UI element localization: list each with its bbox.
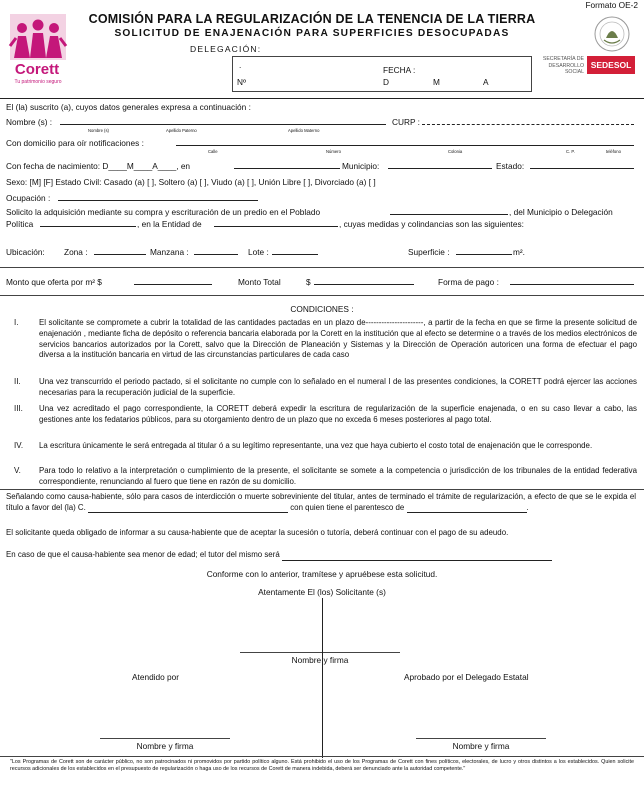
sublabel-apellido-paterno: Apellido Paterno <box>166 128 197 133</box>
superficie-unit: m². <box>513 247 525 257</box>
curp-field[interactable] <box>422 124 634 125</box>
condicion-item <box>7 377 637 399</box>
intro-text: El (la) suscrito (a), cuyos datos generales expresa a continuación : <box>6 102 251 112</box>
folio-dot: . <box>239 60 242 70</box>
condicion-text: Para todo lo relativo a la interpretación o cumplimiento de la presente, el solicitante se somete a la competencia o jurisdicción de los tribunales de la entidad federativa correspondiente, renunciando al fuero que tiene en razón de su domicilio. <box>39 466 637 486</box>
monto-label: Monto que oferta por m² $ <box>6 277 102 287</box>
lugar-nacimiento-field[interactable] <box>234 161 340 169</box>
parentesco-field[interactable] <box>407 505 527 513</box>
condicion-item <box>7 318 637 372</box>
logo-name: Corett <box>14 61 60 78</box>
condicion-item <box>7 404 637 436</box>
municipio-label: Municipio: <box>342 161 380 171</box>
sexo-estado-civil[interactable]: Sexo: [M] [F] Estado Civil: Casado (a) [ ], Soltero (a) [ ], Viudo (a) [ ], Unión Libre [ ], Divorciado (a) [ ] <box>6 177 376 187</box>
fecha-year: A <box>483 77 489 87</box>
monto-field[interactable] <box>134 277 212 285</box>
condicion-num: IV. <box>14 441 24 450</box>
divider <box>0 489 644 490</box>
entidad-field[interactable] <box>214 219 338 227</box>
ubicacion-label: Ubicación: <box>6 247 45 257</box>
page-title: COMISIÓN PARA LA REGULARIZACIÓN DE LA TENENCIA DE LA TIERRA <box>88 12 536 26</box>
sublabel-cp: C. P. <box>566 149 575 154</box>
forma-pago-field[interactable] <box>510 277 634 285</box>
aprobado-signature-line[interactable] <box>416 738 546 739</box>
fecha-label: FECHA : <box>383 65 416 75</box>
condicion-item <box>7 441 637 463</box>
monto-total-field[interactable] <box>314 277 414 285</box>
sublabel-calle: Calle <box>208 149 218 154</box>
estado-field[interactable] <box>530 161 634 169</box>
folio-no-label: Nº <box>237 77 247 87</box>
causa-text-3: En caso de que el causa-habiente sea menor de edad; el tutor del mismo será <box>6 550 280 559</box>
solicita-line-2c: , cuyas medidas y colindancias son las siguientes: <box>339 219 524 229</box>
divider <box>0 295 644 296</box>
divider <box>0 98 644 99</box>
solicita-line-1: Solicito la adquisición mediante su compra y escrituración de un predio en el Poblado <box>6 207 321 217</box>
causa-paragraph-3 <box>6 550 636 561</box>
sublabel-apellido-materno: Apellido Materno <box>288 128 320 133</box>
aprobado-label: Aprobado por el Delegado Estatal <box>404 672 529 682</box>
monto-total-label: Monto Total <box>238 277 281 287</box>
monto-total-currency: $ <box>306 277 311 287</box>
causa-paragraph-1: Señalando como causa-habiente, sólo para casos de interdicción o muerte sobreviniente del titular, antes de terminado el trámite de regularización, a efecto de que se le expida el título a favor del (la) C. con quien tiene el parentesco de . <box>6 492 636 512</box>
sublabel-numero: Número <box>326 149 341 154</box>
folio-box[interactable] <box>232 56 532 92</box>
conforme-text: Conforme con lo anterior, tramítese y apruébese esta solicitud. <box>206 569 438 579</box>
nacimiento-label: Con fecha de nacimiento: D____M____A____, en <box>6 161 191 171</box>
sedesol-text: SECRETARÍA DE DESARROLLO SOCIAL <box>542 56 584 75</box>
fecha-month: M <box>433 77 440 87</box>
causa-text-1a: Señalando como causa-habiente, sólo para casos de interdicción o muerte sobreviniente del titular, antes de terminado el trámite de regularización, a efecto de que se le expida el título a favor del (la) C. <box>6 492 636 512</box>
atendido-signature-line[interactable] <box>100 738 230 739</box>
ocupacion-label: Ocupación : <box>6 193 51 203</box>
causa-paragraph-2: El solicitante queda obligado de informar a su causa-habiente que de aceptar la sucesión o tutoría, deberá continuar con el pago de su adeudo. <box>6 528 509 537</box>
footer-disclaimer: "Los Programas de Corett son de carácter público, no son patrocinados ni promovidos por partido político alguno. Está prohibido el uso de los Programas de Corett con fines políticos, electorales, de lucro y otros distintos a los establecidos. Quien solicite recursos adicionales de los establecidos en el presupuesto de regularización o haga uso de los recursos de Corett de manera indebida, deberá ser denunciado ante la autoridad competente." <box>10 759 634 773</box>
causa-text-1b: con quien tiene el parentesco de <box>290 502 405 512</box>
condicion-item <box>7 466 637 488</box>
atentamente-text: Atentamente El (los) Solicitante (s) <box>258 587 386 597</box>
superficie-label: Superficie : <box>408 247 450 257</box>
condicion-text: Una vez acreditado el pago correspondiente, la CORETT deberá expedir la escritura de regularización de la superficie enajenada, o en su caso llevar a cabo, las gestiones ante los fedatarios públicos, para su otorgamiento dentro de un plazo que no exceda 6 meses posteriores al pago total. <box>39 404 637 424</box>
poblado-field[interactable] <box>390 207 508 215</box>
atendido-nombre-firma: Nombre y firma <box>136 741 194 751</box>
ocupacion-field[interactable] <box>58 193 258 201</box>
page-subtitle: SOLICITUD DE ENAJENACIÓN PARA SUPERFICIES DESOCUPADAS <box>114 28 510 39</box>
sublabel-colonia: Colonia <box>448 149 463 154</box>
tutor-field[interactable] <box>282 553 552 561</box>
zona-label: Zona : <box>64 247 88 257</box>
divider <box>0 267 644 268</box>
condicion-text: Una vez transcurrido el periodo pactado, si el solicitante no cumple con lo señalado en el numeral I de las presentes condiciones, la CORETT podrá ejercer las acciones necesarias para la recuperación judicial de la superficie. <box>39 377 637 397</box>
mexico-seal-icon <box>588 14 636 54</box>
delegacion-label: DELEGACIÓN: <box>190 44 262 54</box>
condicion-num: II. <box>14 377 21 386</box>
estado-label: Estado: <box>496 161 525 171</box>
logo-slogan: Tu patrimonio seguro <box>14 79 62 85</box>
atendido-label: Atendido por <box>132 672 180 682</box>
sedesol-badge: SEDESOL <box>587 56 635 74</box>
format-code: Formato OE-2 <box>585 0 638 10</box>
condiciones-title: CONDICIONES : <box>290 304 354 314</box>
domicilio-field[interactable] <box>176 138 634 146</box>
condicion-text: El solicitante se compromete a cubrir la totalidad de las cantidades pactadas en un plazo de----------------------, a partir de la fecha en que se firme la presente solicitud de enajenación , mediante ficha de depósito o referencia bancaria elaborada por la Corett en la institución que al efecto se determine o a través de los medios electrónicos de servicios bancarios autorizados por la Corett, salvo que la Dirección de Planeación y Sistemas y la Dirección de Operación autoricen una forma de efectuar el pago diversa a la institución bancaria en virtud de las circunstancias particulares de cada caso <box>39 318 637 360</box>
condicion-num: I. <box>14 318 19 327</box>
solicitante-signature-line[interactable] <box>240 652 400 653</box>
forma-pago-label: Forma de pago : <box>438 277 499 287</box>
curp-label: CURP : <box>392 117 420 127</box>
sublabel-nombre: Nombre (s) <box>88 128 109 133</box>
solicita-line-2a: Política <box>6 219 34 229</box>
divider <box>0 756 644 757</box>
superficie-field[interactable] <box>456 247 512 255</box>
municipio-field[interactable] <box>388 161 492 169</box>
signature-divider <box>322 598 323 758</box>
domicilio-label: Con domicilio para oír notificaciones : <box>6 138 144 148</box>
zona-field[interactable] <box>94 247 146 255</box>
fecha-day: D <box>383 77 389 87</box>
sublabel-telefono: teléfono <box>606 149 621 154</box>
manzana-field[interactable] <box>194 247 238 255</box>
aprobado-nombre-firma: Nombre y firma <box>452 741 510 751</box>
solicita-line-1b: , del Municipio o Delegación <box>509 207 613 217</box>
lote-label: Lote : <box>248 247 269 257</box>
solicitante-nombre-firma: Nombre y firma <box>291 655 349 665</box>
solicita-line-2b: , en la Entidad de <box>137 219 202 229</box>
nombre-label: Nombre (s) : <box>6 117 53 127</box>
condicion-num: III. <box>14 404 23 413</box>
condicion-text: La escritura únicamente le será entregada al titular ó a su legítimo representante, una vez que haya cubierto el costo total de enajenación que le corresponde. <box>39 441 593 450</box>
causa-habiente-field[interactable] <box>88 505 288 513</box>
delegacion-politica-field[interactable] <box>40 219 136 227</box>
condicion-num: V. <box>14 466 21 475</box>
manzana-label: Manzana : <box>150 247 189 257</box>
lote-field[interactable] <box>272 247 318 255</box>
nombre-field[interactable] <box>60 117 386 125</box>
